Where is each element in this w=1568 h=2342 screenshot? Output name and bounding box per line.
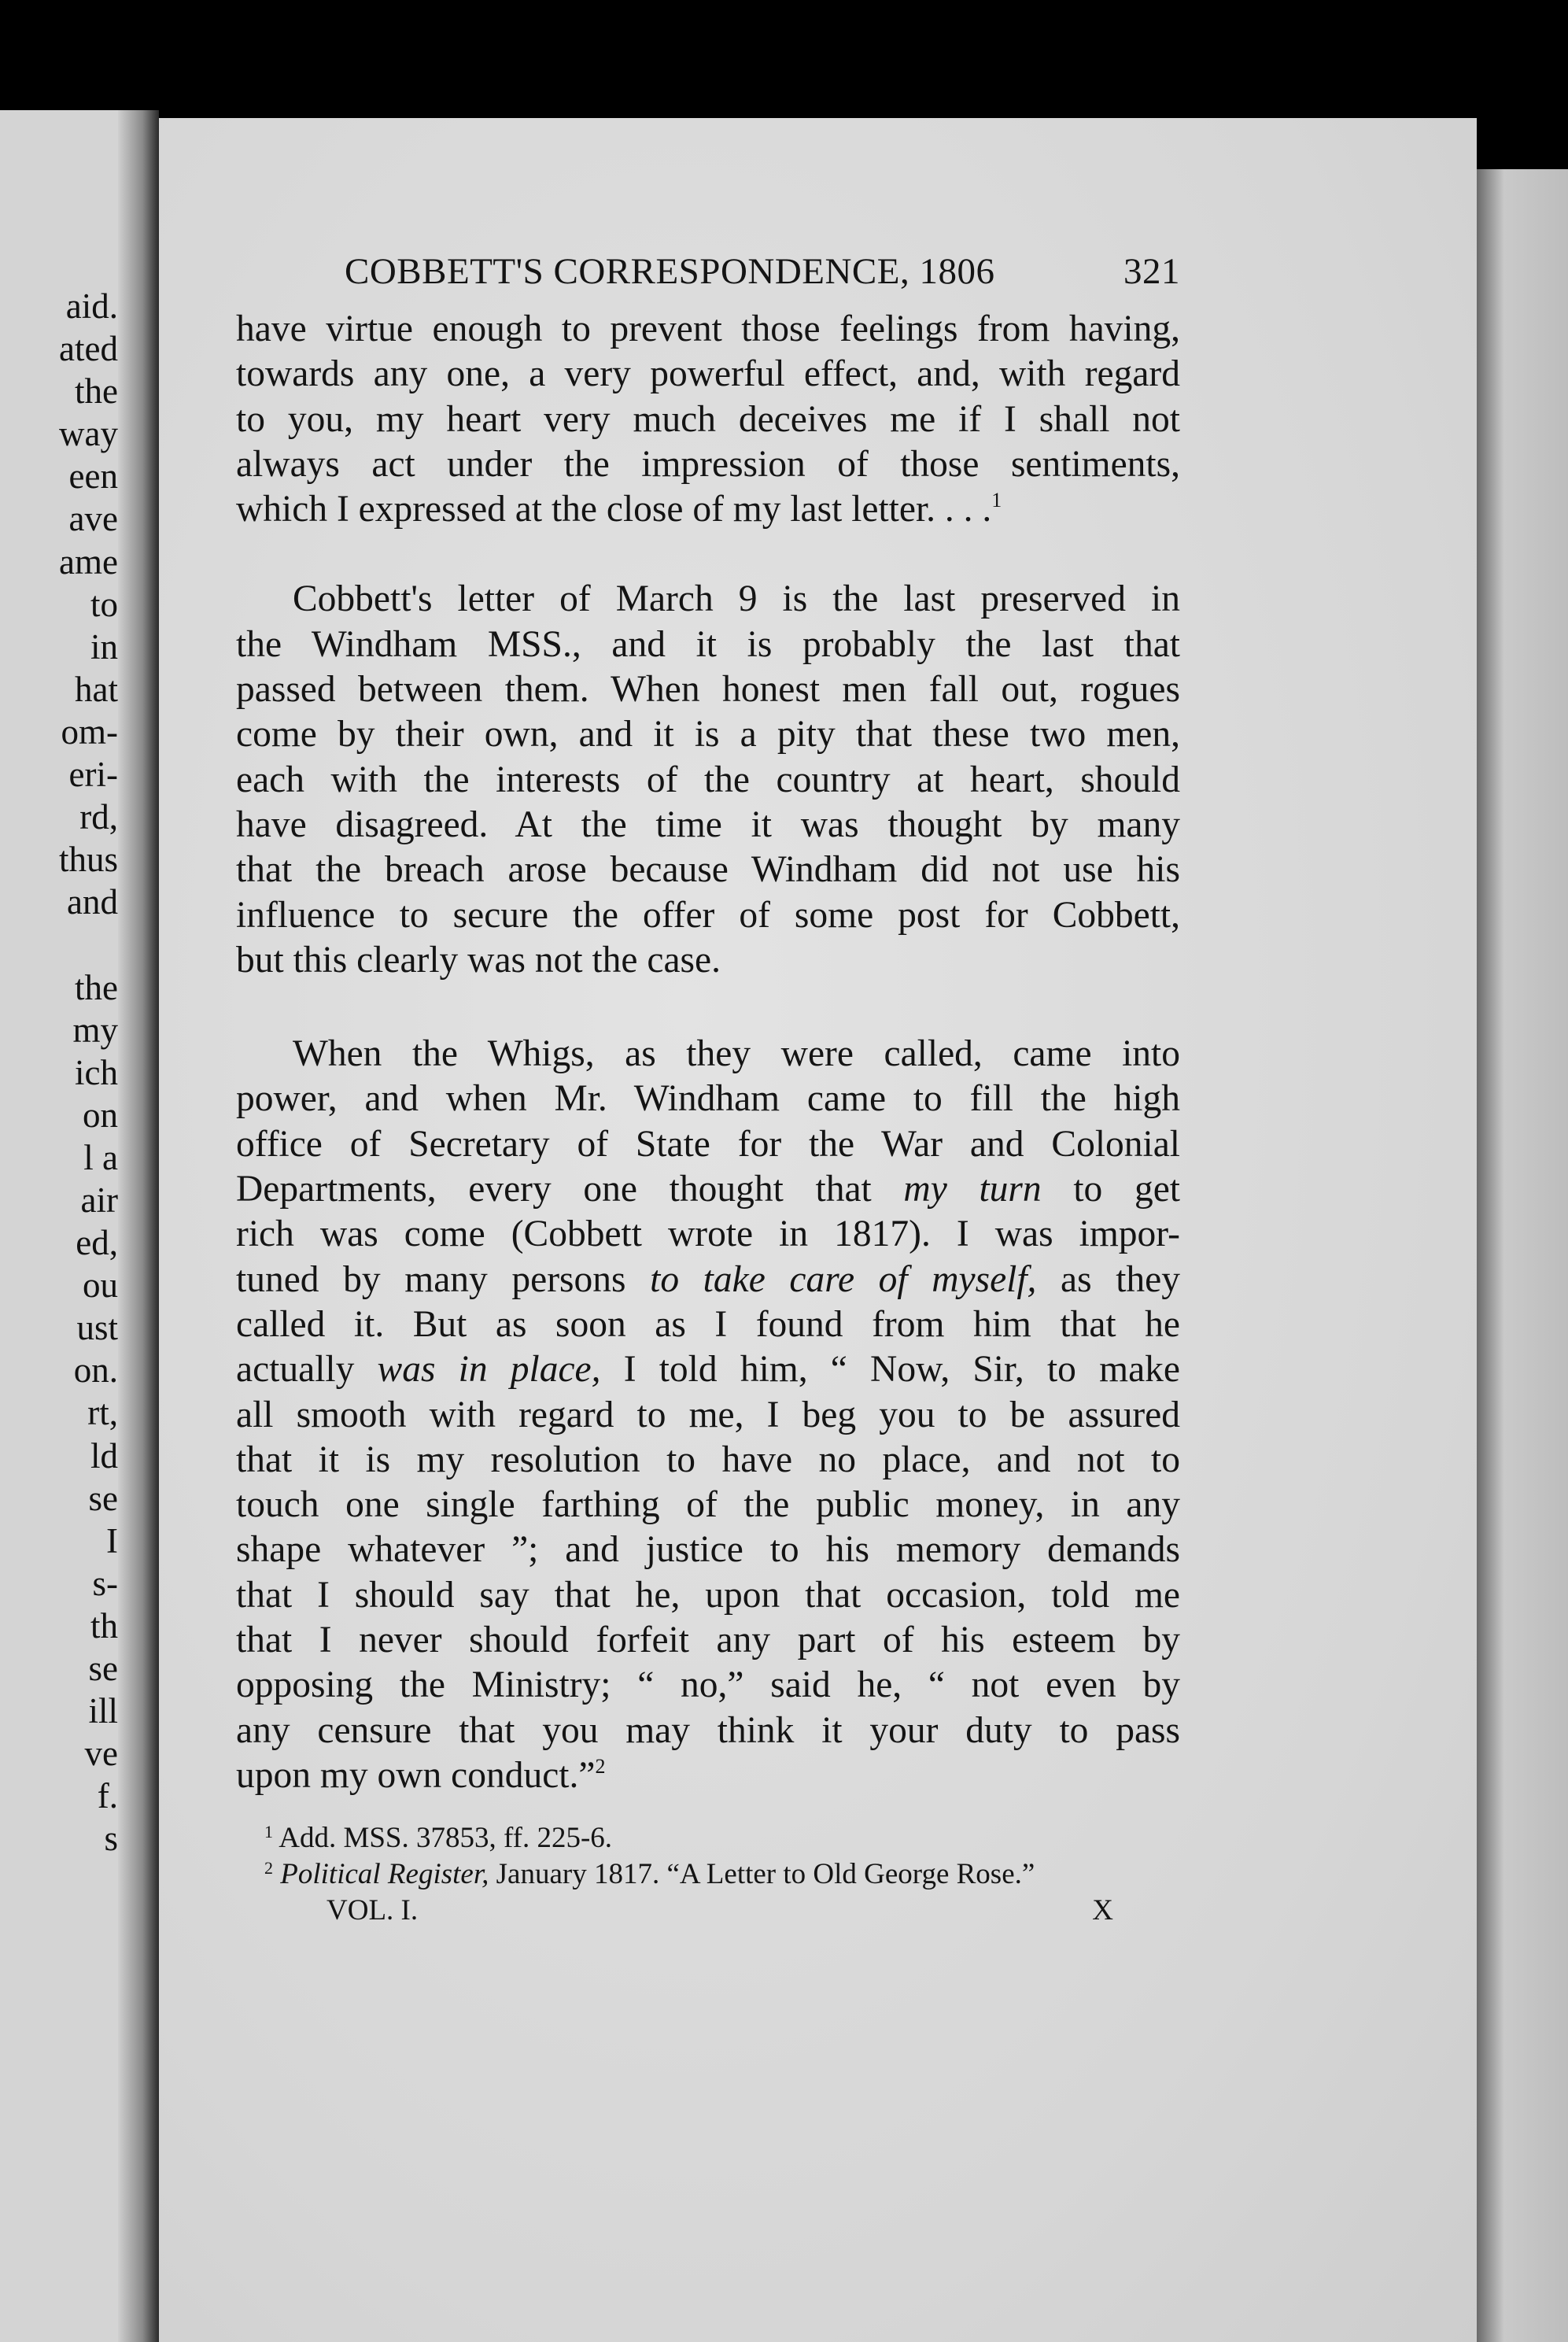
italic-phrase: to take care of myself, — [650, 1258, 1037, 1300]
text-line: office of Secretary of State for the War and Colonial — [236, 1123, 1180, 1165]
italic-phrase: was in place, — [377, 1349, 601, 1391]
facing-page-line: the — [75, 371, 118, 412]
facing-page-line: een — [68, 456, 118, 497]
facing-page-line: l a — [83, 1137, 118, 1177]
text-line: tuned by many persons to take care of myself, as they — [236, 1258, 1181, 1300]
text-line: towards any one, a very powerful effect, and, with regard — [236, 353, 1180, 395]
text-line: touch one single farthing of the public money, in any — [236, 1484, 1180, 1526]
text-line: rich was come (Cobbett wrote in 1817). I was impor- — [236, 1213, 1180, 1255]
text-line: upon my own conduct.”$^2$ — [236, 1754, 606, 1796]
facing-page-line: ou — [83, 1265, 118, 1306]
text-line: that I should say that he, upon that occasion, told me — [236, 1574, 1180, 1616]
facing-page-line: th — [90, 1605, 118, 1646]
text-line: all smooth with regard to me, I beg you to be assured — [236, 1394, 1180, 1435]
text-line: that it is my resolution to have no place, and not to — [236, 1439, 1180, 1480]
text-line: influence to secure the offer of some post for Cobbett, — [236, 894, 1180, 936]
paragraph — [236, 577, 1180, 983]
text-line: each with the interests of the country at heart, should — [236, 759, 1180, 800]
facing-page-line: om- — [61, 711, 118, 752]
facing-page-line: se — [88, 1478, 118, 1518]
text-line: but this clearly was not the case. — [236, 939, 721, 981]
text-line: which I expressed at the close of my last letter. . . .$^1$ — [236, 489, 1002, 530]
text-line: power, and when Mr. Windham came to fill the high — [236, 1078, 1180, 1120]
running-head — [345, 250, 1180, 307]
text-line: to you, my heart very much deceives me if I shall not — [236, 398, 1180, 440]
facing-page-line: ed, — [76, 1223, 118, 1263]
text-line: the Windham MSS., and it is probably the last that — [236, 623, 1180, 665]
text-line: actually was in place, I told him, “ Now, Sir, to make — [236, 1349, 1180, 1391]
text-line: Departments, every one thought that my turn to get — [236, 1169, 1180, 1210]
facing-page-line: s — [104, 1819, 118, 1859]
facing-page-line: f. — [97, 1776, 118, 1816]
facing-page-line: the — [75, 967, 118, 1007]
facing-page-line: air — [80, 1180, 118, 1220]
footnote-mark: 1 — [264, 1822, 273, 1842]
facing-page-line: eri- — [68, 755, 118, 795]
page-edge — [1477, 169, 1568, 2342]
facing-page-line: rt, — [87, 1393, 118, 1433]
footnotes — [264, 1820, 1180, 1893]
running-head-title: COBBETT'S CORRESPONDENCE, 1806 — [345, 251, 995, 292]
text-line: When the Whigs, as they were called, came into — [293, 1033, 1180, 1075]
facing-page-line: way — [59, 414, 118, 454]
signature-mark: X — [1092, 1894, 1113, 1927]
footnote-ref: 2 — [595, 1754, 606, 1778]
body-text — [236, 307, 1180, 1798]
facing-page-line: ave — [68, 499, 118, 539]
text-line: opposing the Ministry; “ no,” said he, “ not even by — [236, 1664, 1180, 1706]
facing-page-line: ich — [75, 1052, 118, 1092]
facing-page-line: in — [90, 626, 118, 667]
footnote: $^2$ Political Register, January 1817. “A Letter to Old George Rose.” — [264, 1858, 1035, 1891]
facing-page-line: on. — [73, 1350, 118, 1391]
text-line: Cobbett's letter of March 9 is the last preserved in — [293, 578, 1180, 620]
facing-page-line: aid. — [65, 286, 118, 326]
page-number: 321 — [1123, 251, 1180, 292]
facing-page-line: and — [67, 882, 118, 922]
signature-line — [327, 1893, 1113, 1929]
text-line: always act under the impression of those sentiments, — [236, 443, 1180, 485]
text-line: come by their own, and it is a pity that these two men, — [236, 714, 1180, 755]
footnote: $^1$ Add. MSS. 37853, ff. 225-6. — [264, 1822, 613, 1855]
facing-page-line: hat — [75, 669, 118, 709]
facing-page-line: I — [106, 1520, 118, 1561]
paragraph — [236, 1032, 1180, 1798]
text-line: called it. But as soon as I found from him that he — [236, 1303, 1180, 1345]
book-gutter — [118, 110, 159, 2342]
text-line: any censure that you may think it your duty to pass — [236, 1709, 1180, 1751]
facing-page-line: ve — [84, 1734, 118, 1774]
facing-page-line: my — [72, 1010, 118, 1050]
facing-page-line — [0, 923, 118, 966]
facing-page-line: ust — [76, 1308, 118, 1348]
facing-page-text — [0, 285, 118, 1860]
page-content — [236, 250, 1180, 1929]
facing-page-line: s- — [92, 1563, 118, 1603]
facing-page-line: se — [88, 1649, 118, 1688]
facing-page-line: to — [90, 584, 118, 624]
facing-page-line: ill — [88, 1691, 118, 1731]
text-line: have virtue enough to prevent those feelings from having, — [236, 308, 1180, 349]
facing-page-line: ame — [59, 541, 118, 582]
text-line: that I never should forfeit any part of his esteem by — [236, 1620, 1180, 1661]
facing-page-line: thus — [58, 840, 118, 880]
text-line: passed between them. When honest men fall out, rogues — [236, 669, 1180, 711]
text-line: shape whatever ”; and justice to his memory demands — [236, 1529, 1180, 1571]
text-line: have disagreed. At the time it was thought by many — [236, 803, 1180, 845]
facing-page-line: ld — [90, 1435, 118, 1476]
facing-page-line: rd, — [79, 797, 118, 837]
facing-page-line: on — [83, 1095, 118, 1135]
text-line: that the breach arose because Windham did not use his — [236, 849, 1180, 891]
volume-mark: VOL. I. — [327, 1894, 419, 1927]
footnote-source: Political Register, — [280, 1858, 489, 1891]
italic-phrase: my turn — [903, 1169, 1042, 1210]
paragraph — [236, 307, 1180, 532]
footnote-ref: 1 — [991, 489, 1002, 512]
footnote-mark: 2 — [264, 1858, 273, 1878]
facing-page-line: ated — [59, 329, 118, 369]
